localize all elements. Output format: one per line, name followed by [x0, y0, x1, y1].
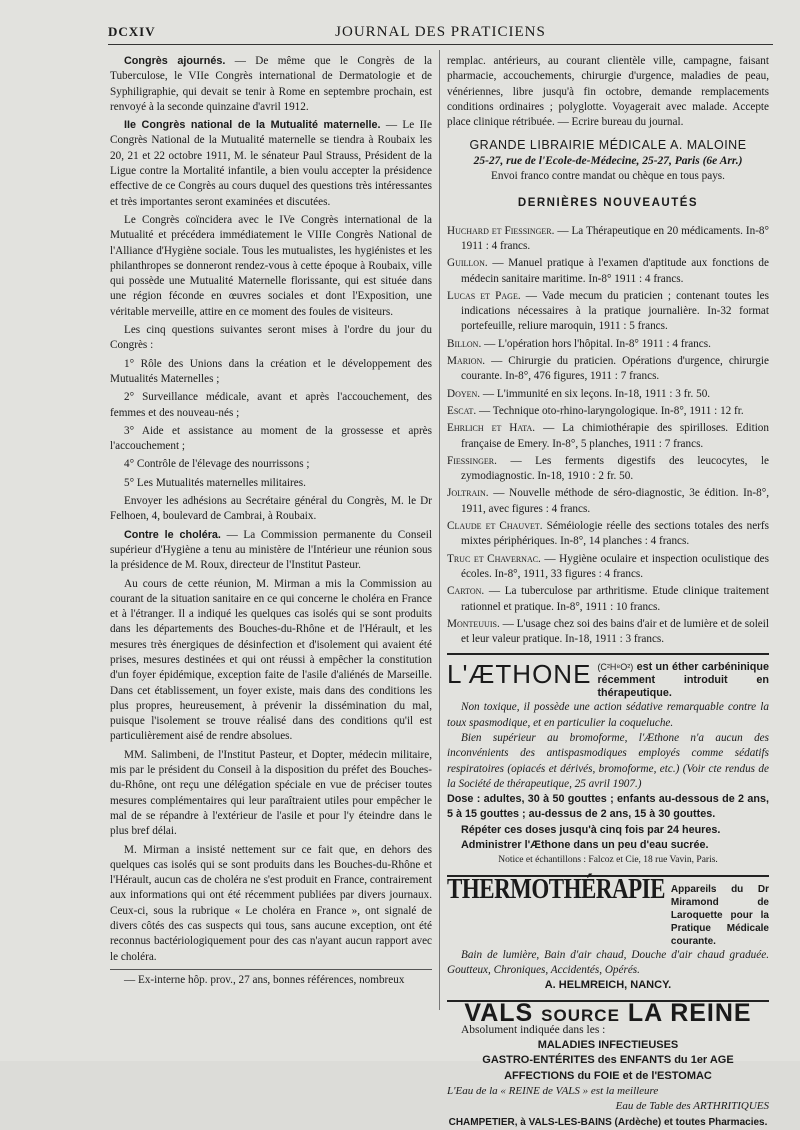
aethone-dose: Dose : adultes, 30 à 50 gouttes ; enfants au-dessous de 2 ans, 5 à 15 gouttes ; au-dessus de 2 ans, 15 à 30 gouttes. — [447, 793, 769, 821]
congres-text: — De même que le Congrès de la Tuberculose, le VIIe Congrès international de Dermatologie et de Syphiligraphie, qui devait se tenir à Rome en septembre prochain, est renvoyé à la seconde quinzaine d'avril 1912. — [110, 55, 433, 113]
book-author: Guillon. — [447, 257, 488, 270]
aethone-ad — [447, 653, 769, 868]
vals-l4: AFFECTIONS du FOIE et de l'ESTOMAC — [504, 1069, 712, 1082]
maloine-ad — [447, 138, 769, 184]
aethone-formula: (C²H⁸O²) — [597, 662, 634, 673]
cholera-title: Contre le choléra. — [124, 528, 221, 541]
book-entry — [447, 354, 769, 385]
book-text: — La chimiothérapie des spirilloses. Edition française de Emery. In-8°, 5 planches, 1911 : 7 francs. — [461, 422, 769, 450]
thermo-l1: Bain de lumière, Bain d'air chaud, Douche d'air chaud graduée. Goutteux, Chroniques, Accidentés, Opérés. — [447, 948, 769, 976]
book-author: Ehrlich et Hata. — [447, 422, 536, 435]
book-text: — L'immunité en six leçons. In-18, 1911 : 3 fr. 50. — [480, 387, 711, 400]
book-entry — [447, 519, 769, 550]
book-text: — Technique oto-rhino-laryngologique. In-8°, 1911 : 12 fr. — [476, 404, 744, 417]
aethone-l1: Non toxique, il possède une action sédative remarquable contre la toux spasmodique, et en particulier la coqueluche. — [447, 701, 769, 729]
book-author: Billon. — [447, 337, 482, 350]
book-entry — [447, 404, 769, 419]
separator — [110, 969, 432, 970]
vals-title — [447, 998, 769, 1027]
book-text: — L'usage chez soi des bains d'air et de lumière et de soleil et leur valeur pratique. In-18, 1911 : 3 francs. — [461, 617, 769, 646]
book-text: — Chirurgie du praticien. Opérations d'urgence, chirurgie courante. In-8°, 476 figures, 1911 : 7 francs. — [461, 355, 769, 383]
question-item: 5° Les Mutualités maternelles militaires. — [124, 476, 306, 489]
aethone-notice: Notice et échantillons : Falcoz et Cie, 18 rue Vavin, Paris. — [498, 855, 718, 866]
vals-ad — [447, 1000, 769, 1130]
book-author: Doyen. — [447, 387, 481, 400]
cholera-paragraph — [110, 528, 432, 574]
vals-l3: GASTRO-ENTÉRITES des ENFANTS du 1er AGE — [482, 1054, 734, 1067]
question-item: 2° Surveillance médicale, avant et après l'accouchement, des femmes et des nouveau-nés ; — [110, 391, 432, 419]
book-text: — La Thérapeutique en 20 médicaments. In-8° 1911 : 4 francs. — [461, 224, 769, 252]
book-text: — La tuberculose par arthritisme. Etude clinique traitement rationnel et pratique. In-8°, 1911 : 10 francs. — [461, 585, 769, 613]
thermo-title: THERMOTHÉRAPIE — [447, 872, 665, 904]
mutualite-p3: Les cinq questions suivantes seront mises à l'ordre du jour du Congrès : — [110, 324, 432, 352]
book-entry — [447, 584, 769, 615]
aethone-title: L'ÆTHONE — [447, 659, 592, 690]
book-entry — [447, 289, 769, 335]
book-author: Huchard et Fiessinger. — [447, 224, 555, 237]
classified-ad-start: — Ex-interne hôp. prov., 27 ans, bonnes références, nombreux — [124, 973, 405, 986]
left-column — [110, 54, 432, 991]
mutualite-title: IIe Congrès national de la Mutualité maternelle. — [124, 119, 381, 132]
congres-title: Congrès ajournés. — [124, 55, 226, 67]
vals-title-3: LA REINE — [627, 998, 752, 1027]
mutualite-p4: Envoyer les adhésions au Secrétaire général du Congrès, M. le Dr Felhoen, 4, boulevard de Cambrai, à Roubaix. — [110, 495, 432, 523]
dernieres-heading: DERNIÈRES NOUVEAUTÉS — [517, 197, 699, 210]
mutualite-text: — Le IIe Congrès National de la Mutualité maternelle se tiendra à Roubaix les 20, 21 et 22 octobre 1911, M. le sénateur Paul Strauss, Président de la Ligue contre la Mortalité infantile, a bien voulu accepter la présidence effective de ce Congrès au cours duquel des questions très intéressantes et très importantes seront examinées et discutées. — [110, 119, 432, 208]
book-text: — Nouvelle méthode de séro-diagnostic, 3e édition. In-8°, 1911, avec figures : 4 francs. — [461, 487, 769, 515]
congres-paragraph — [110, 54, 432, 115]
book-author: Lucas et Page. — [447, 289, 521, 302]
journal-title: JOURNAL DES PRATICIENS — [335, 24, 546, 40]
mutualite-p2: Le Congrès coïncidera avec le IVe Congrès international de la Mutualité et précédera immédiatement le VIIIe Congrès National de l'Alliance d'Hygiène sociale. Tous les mutualistes, les hygiénistes et les philanthropes se donneront rendez-vous à cette époque à Roubaix, ville qui possède une Mutualité Maternelle florissante, qui est située dans une région féconde en œuvres sociales et dont l'Exposition, une véritable merveille, attire en ce moment des foules de visiteurs. — [110, 213, 432, 318]
book-entry — [447, 552, 769, 583]
mutualite-paragraph — [110, 118, 432, 210]
vals-title-1: VALS — [464, 998, 534, 1027]
questions-list — [110, 357, 432, 491]
book-text: — L'opération hors l'hôpital. In-8° 1911 : 4 francs. — [481, 337, 711, 350]
book-text: — Les ferments digestifs des leucocytes, le zymodiagnostic. In-18, 1910 : 2 fr. 50. — [461, 454, 769, 483]
book-text: — Vade mecum du praticien ; contenant toutes les indications nécessaires à la pratique journalière. In-32 format portefeuille, reliure maroquin, 1911 : 5 francs. — [461, 289, 769, 333]
maloine-title: GRANDE LIBRAIRIE MÉDICALE A. MALOINE — [469, 138, 747, 153]
book-entry — [447, 337, 769, 352]
question-item: 4° Contrôle de l'élevage des nourrissons ; — [124, 458, 310, 471]
aethone-repeat: Répéter ces doses jusqu'à cinq fois par 24 heures. — [461, 823, 721, 836]
cholera-p4: M. Mirman a insisté nettement sur ce fait que, en dehors des quelques cas isolés qui se sont produits dans les Bouches-du-Rhône et l'Hérault, aucun cas de choléra ne s'est produit en France, contrairement aux informations qui ont été récemment publiées par divers journaux. Ceux-ci, sous la rubrique « Le choléra en France », ont signalé de divers côtés des cas suspects qui tous, sans aucune exception, ont été reconnus bactériologiquement pour des cas n'ayant aucun rapport avec le choléra. — [110, 843, 432, 963]
classified-ad-continued: remplac. antérieurs, au courant clientèle ville, campagne, faisant pharmacie, accouchements, chirurgie d'urgence, maladies de peau, vénériennes, libre jusqu'à fin octobre, demande remplacements conditions ordinaires ; polyglotte. Voyagerait avec malade. Accepte place clinique rétribuée. — Ecrire bureau du journal. — [447, 55, 769, 129]
aethone-side — [597, 661, 769, 700]
vals-l6: Eau de Table des ARTHRITIQUES — [615, 1100, 769, 1113]
book-entry — [447, 387, 769, 402]
book-entry — [447, 617, 769, 648]
thermotherapie-ad — [447, 872, 769, 994]
maloine-envoi: Envoi franco contre mandat ou chèque en tous pays. — [491, 170, 725, 183]
book-entry — [447, 454, 769, 485]
book-author: Escat. — [447, 404, 477, 417]
page-number: DCXIV — [108, 24, 156, 39]
book-author: Truc et Chavernac. — [447, 552, 541, 565]
right-column — [447, 54, 769, 1130]
book-author: Claude et Chauvet. — [447, 520, 543, 533]
book-author: Marion. — [447, 355, 486, 368]
book-entry — [447, 256, 769, 287]
aethone-header — [447, 659, 769, 700]
book-list — [447, 224, 769, 648]
vals-l7: CHAMPETIER, à VALS-LES-BAINS (Ardèche) et toutes Pharmacies. — [448, 1116, 768, 1128]
book-author: Carton. — [447, 585, 485, 598]
book-entry — [447, 486, 769, 517]
book-text: — Hygiène oculaire et inspection oculistique des écoles. In-8°, 1911, 33 figures : 4 francs. — [461, 552, 769, 580]
book-entry — [447, 421, 769, 452]
vals-l2: MALADIES INFECTIEUSES — [537, 1039, 679, 1052]
cholera-p3: MM. Salimbeni, de l'Institut Pasteur, et Dopter, médecin militaire, mis par le président du Conseil à la disposition du préfet des Bouches-du-Rhône, ont reçu une délégation spéciale en vue de préciser toutes mesures complémentaires qui leur paraîtraient utiles pour empêcher le mal de se répandre à l'extérieur de l'asile et pour l'y éteindre dans le plus bref délai. — [110, 748, 432, 838]
aethone-admin: Administrer l'Æthone dans un peu d'eau sucrée. — [461, 839, 709, 852]
maloine-address: 25-27, rue de l'Ecole-de-Médecine, 25-27, Paris (6e Arr.) — [473, 154, 743, 167]
vals-title-2: SOURCE — [541, 1005, 620, 1025]
thermo-header — [447, 872, 769, 948]
aethone-side-text: est un éther carbéninique récemment introduit en thérapeutique. — [597, 661, 769, 700]
thermo-side: Appareils du Dr Miramond de Laroquette pour la Pratique Médicale courante. — [670, 883, 769, 947]
vals-l5: L'Eau de la « REINE de VALS » est la meilleure — [447, 1085, 659, 1098]
book-text: — Manuel pratique à l'examen d'aptitude aux fonctions de médecin sanitaire maritime. In-8° 1911 : 4 francs. — [461, 257, 769, 285]
question-item: 1° Rôle des Unions dans la création et le développement des Mutualités Maternelles ; — [110, 357, 432, 385]
aethone-l2: Bien supérieur au bromoforme, l'Æthone n'a aucun des inconvénients des antispasmodiques employés comme sédatifs respiratoires (opiacés et dérivés, bromoforme, etc.) (Voir cte rendus de la Société de thérapeutique, 25 avril 1907.) — [447, 731, 769, 790]
book-entry — [447, 224, 769, 255]
book-text: Séméiologie réelle des sections totales des nerfs mixtes périphériques. In-8°, 14 planches : 4 francs. — [461, 520, 770, 548]
book-author: Monteuuis. — [447, 617, 500, 630]
question-item: 3° Aide et assistance au moment de la grossesse et après l'accouchement ; — [110, 424, 432, 453]
thermo-l2: A. HELMREICH, NANCY. — [544, 979, 672, 992]
cholera-p2: Au cours de cette réunion, M. Mirman a mis la Commission au courant de la situation sanitaire en ce qui concerne le choléra en France et à l'étranger. Il a indiqué les quelques cas isolés qui se sont produits dans les départements des Bouches-du-Rhône et de l'Hérault, et les mesures très énergiques de désinfection et d'isolement qui avaient été prises, mesures destinées et qui ont réussi à empêcher la constitution d'un foyer épidémique, exception faite de l'asile d'aliénés de Marseille. Dans cet établissement, un foyer existe, mais dans des conditions les plus propres, heureusement, à prévenir la dissémination du mal, puisque l'isolement se trouve réalisé dans des conditions qu'il est particulièrement aisé de rendre absolues. — [110, 577, 432, 743]
book-author: Joltrain. — [447, 487, 489, 500]
vals-l1: Absolument indiquée dans les : — [461, 1023, 606, 1036]
page-header — [108, 24, 773, 45]
column-divider — [439, 50, 440, 1010]
cholera-text: — La Commission permanente du Conseil supérieur d'Hygiène a tenu au ministère de l'Intérieur une réunion sous la présidence de M. Roux, directeur de l'Institut Pasteur. — [110, 528, 432, 572]
book-author: Fiessinger. — [447, 454, 497, 467]
